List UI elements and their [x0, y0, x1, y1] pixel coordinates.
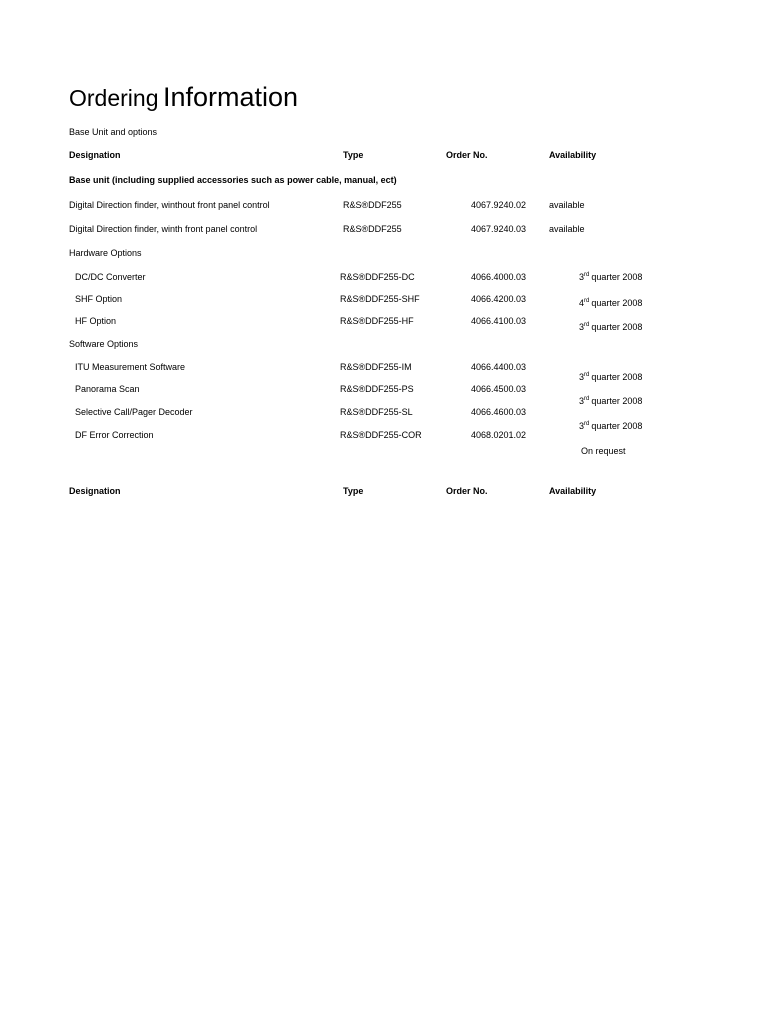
software-row-designation: Selective Call/Pager Decoder	[75, 407, 193, 417]
availability-text: quarter 2008	[591, 322, 643, 332]
software-row-type: R&S®DDF255-PS	[340, 384, 414, 394]
software-availability	[579, 372, 642, 382]
software-row-order-no: 4066.4500.03	[471, 384, 527, 394]
software-row-designation: ITU Measurement Software	[75, 362, 186, 372]
hardware-row-designation: DC/DC Converter	[75, 272, 146, 282]
hardware-row-type: R&S®DDF255-SHF	[340, 294, 420, 304]
hardware-row-order-no: 4066.4100.03	[471, 316, 527, 326]
software-availability	[579, 446, 626, 456]
availability-number: 3	[579, 272, 585, 282]
software-row-designation: Panorama Scan	[75, 384, 140, 394]
header-availability: Availability	[549, 150, 597, 160]
availability-suffix: rd	[584, 421, 590, 427]
availability-number: 3	[579, 322, 585, 332]
base-row-order-no: 4067.9240.03	[471, 224, 527, 234]
hardware-availability	[579, 322, 642, 332]
base-unit-heading: Base unit (including supplied accessories such as power cable, manual, ect)	[69, 175, 397, 185]
software-options-heading: Software Options	[69, 339, 139, 349]
availability-text: quarter 2008	[591, 298, 643, 308]
software-row-type: R&S®DDF255-COR	[340, 430, 422, 440]
availability-text: quarter 2008	[591, 372, 643, 382]
page-title	[69, 82, 298, 113]
header-order-no: Order No.	[446, 150, 488, 160]
availability-number: 3	[579, 421, 585, 431]
availability-suffix: rd	[584, 396, 590, 402]
hardware-options-heading: Hardware Options	[69, 248, 142, 258]
software-row-type: R&S®DDF255-IM	[340, 362, 412, 372]
availability-suffix: rd	[584, 322, 590, 328]
software-row-designation: DF Error Correction	[75, 430, 154, 440]
availability-number: 3	[579, 372, 585, 382]
availability-number: 3	[579, 396, 585, 406]
software-row-order-no: 4068.0201.02	[471, 430, 527, 440]
availability-suffix: rd	[584, 272, 590, 278]
hardware-row-designation: SHF Option	[75, 294, 123, 304]
base-row-order-no: 4067.9240.02	[471, 200, 527, 210]
header-order-no: Order No.	[446, 486, 488, 496]
header-designation: Designation	[69, 486, 121, 496]
base-row-type: R&S®DDF255	[343, 200, 402, 210]
header-type: Type	[343, 486, 364, 496]
title-word-information: Information	[162, 82, 299, 112]
base-row-designation: Digital Direction finder, winth front panel control	[69, 224, 258, 234]
header-designation: Designation	[69, 150, 121, 160]
base-row-availability: available	[549, 200, 585, 210]
availability-text: On request	[581, 446, 626, 456]
availability-suffix: rd	[584, 372, 590, 378]
base-row-designation: Digital Direction finder, winthout front panel control	[69, 200, 270, 210]
availability-text: quarter 2008	[591, 421, 643, 431]
title-word-ordering: Ordering	[69, 85, 159, 111]
hardware-row-type: R&S®DDF255-DC	[340, 272, 415, 282]
hardware-availability	[579, 272, 642, 282]
availability-text: quarter 2008	[591, 272, 643, 282]
base-row-availability: available	[549, 224, 585, 234]
software-availability	[579, 421, 642, 431]
software-row-order-no: 4066.4600.03	[471, 407, 527, 417]
hardware-row-order-no: 4066.4000.03	[471, 272, 527, 282]
hardware-row-order-no: 4066.4200.03	[471, 294, 527, 304]
header-type: Type	[343, 150, 364, 160]
availability-number: 4	[579, 298, 585, 308]
software-row-type: R&S®DDF255-SL	[340, 407, 413, 417]
base-row-type: R&S®DDF255	[343, 224, 402, 234]
software-row-order-no: 4066.4400.03	[471, 362, 527, 372]
availability-suffix: rd	[584, 298, 590, 304]
software-availability	[579, 396, 642, 406]
hardware-row-type: R&S®DDF255-HF	[340, 316, 414, 326]
header-availability: Availability	[549, 486, 597, 496]
subtitle: Base Unit and options	[69, 127, 158, 137]
availability-text: quarter 2008	[591, 396, 643, 406]
hardware-row-designation: HF Option	[75, 316, 117, 326]
hardware-availability	[579, 298, 642, 308]
